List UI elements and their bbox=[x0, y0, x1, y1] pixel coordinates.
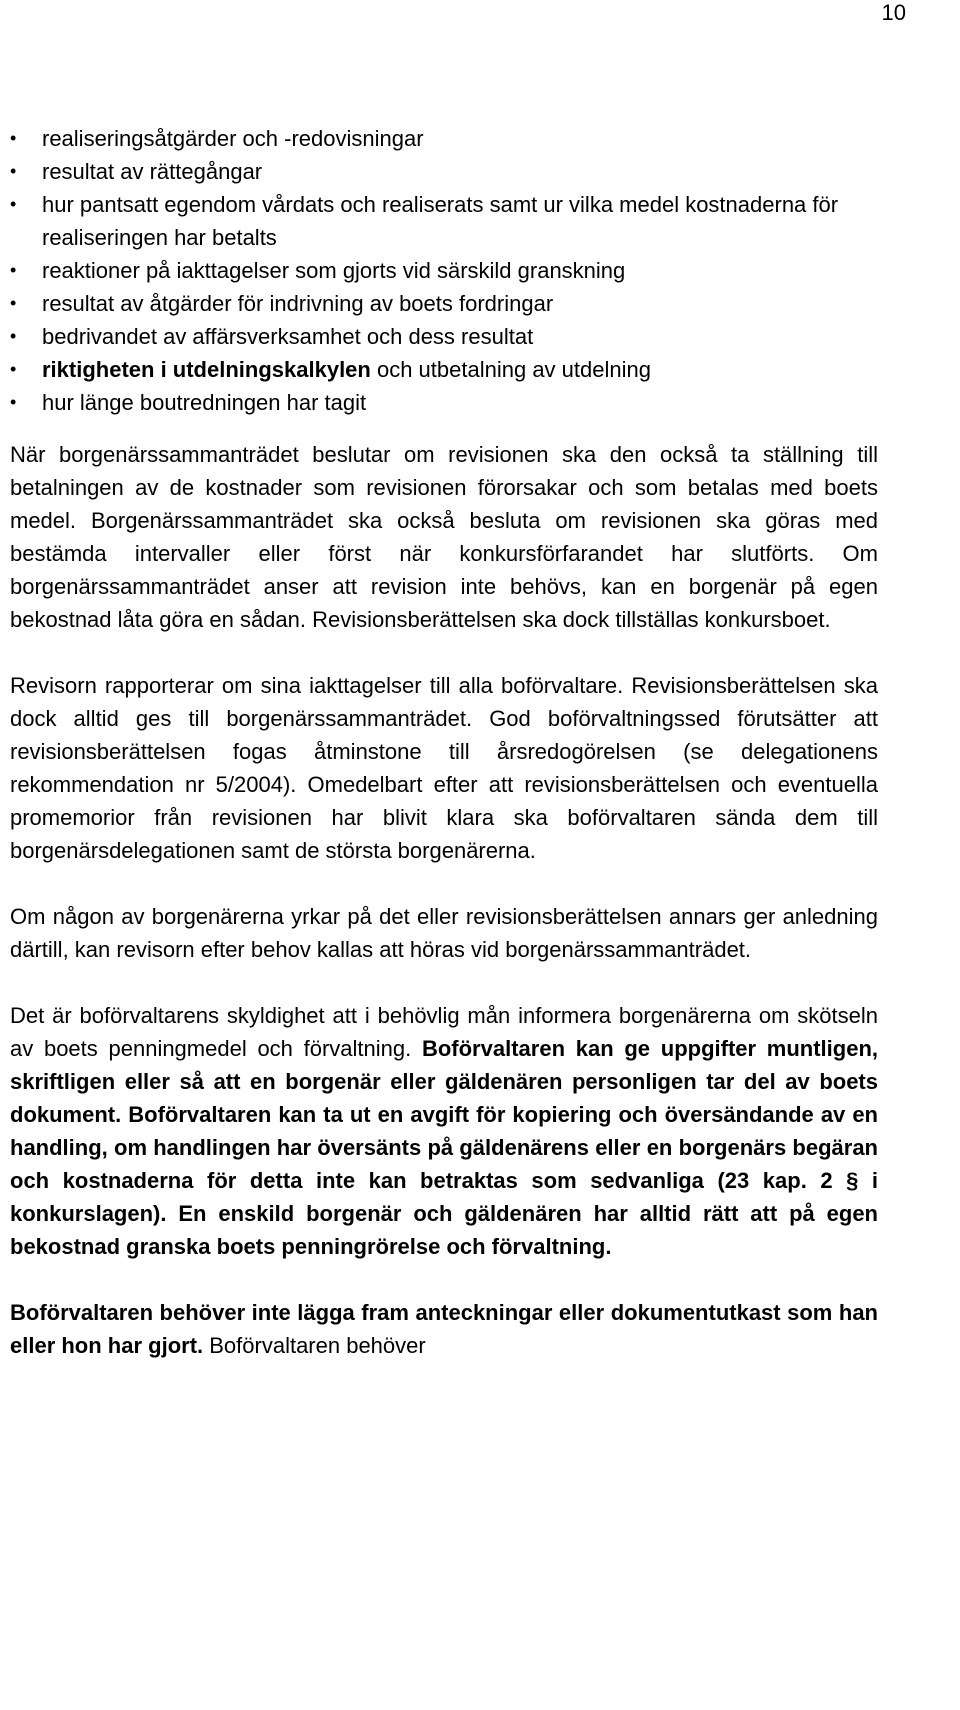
paragraph bbox=[10, 438, 878, 636]
text-run: När borgenärssammanträdet beslutar om revisionen ska den också ta ställning till betalningen av de kostnader som revisionen förorsakar och som betalas med boets medel. Borgenärssammanträdet ska också besluta om revisionen ska göras med bestämda intervaller eller först när konkursförfarandet har slutförts. Om borgenärssammanträdet anser att revision inte behövs, kan en borgenär på egen bekostnad låta göra en sådan. Revisionsberättelsen ska dock tillställas konkursboet. bbox=[10, 442, 878, 632]
bullet-dot-icon: • bbox=[10, 161, 17, 181]
bullet-item bbox=[10, 122, 878, 155]
bullet-item bbox=[10, 386, 878, 419]
bullet-item bbox=[10, 254, 878, 287]
bold-text-run: Boförvaltaren kan ge uppgifter muntligen, skriftligen eller så att en borgenär eller gäldenären personligen tar del av boets dokument. Boförvaltaren kan ta ut en avgift för kopiering och översändande av en handling, om handlingen har översänts på gäldenärens eller en borgenärs begäran och kostnaderna för detta inte kan betraktas som sedvanliga (23 kap. 2 § i konkurslagen). En enskild borgenär och gäldenären har alltid rätt att på egen bekostnad granska boets penningrörelse och förvaltning. bbox=[10, 1036, 878, 1259]
bullet-item bbox=[10, 320, 878, 353]
text-run: resultat av rättegångar bbox=[42, 159, 263, 184]
bullet-item bbox=[10, 155, 878, 188]
document-body bbox=[10, 122, 878, 1362]
text-run: Boförvaltaren behöver bbox=[203, 1333, 426, 1358]
text-run: och utbetalning av utdelning bbox=[370, 357, 651, 382]
bullet-dot-icon: • bbox=[10, 293, 17, 313]
bullet-dot-icon: • bbox=[10, 194, 17, 214]
bullet-dot-icon: • bbox=[10, 392, 17, 412]
text-run: Revisorn rapporterar om sina iakttagelser till alla boförvaltare. Revisionsberättelsen ska dock alltid ges till borgenärssammanträdet. God boförvaltningssed förutsätter att revisionsberättelsen fogas åtminstone till årsredogörelsen (se delegationens rekommendation nr 5/2004). Omedelbart efter att revisionsberättelsen och eventuella promemorior från revisionen har blivit klara ska boförvaltaren sända dem till borgenärsdelegationen samt de största borgenärerna. bbox=[10, 673, 878, 863]
text-run: bedrivandet av affärsverksamhet och dess resultat bbox=[42, 324, 534, 349]
bold-text-run: riktigheten i utdelningskalkylen bbox=[42, 357, 371, 382]
bullet-item bbox=[10, 188, 878, 254]
paragraphs bbox=[10, 438, 878, 1362]
text-run: resultat av åtgärder för indrivning av boets fordringar bbox=[42, 291, 554, 316]
paragraph bbox=[10, 900, 878, 966]
text-run: hur länge boutredningen har tagit bbox=[42, 390, 367, 415]
paragraph bbox=[10, 669, 878, 867]
text-run: hur pantsatt egendom vårdats och realiserats samt ur vilka medel kostnaderna för realiseringen har betalts bbox=[42, 192, 839, 250]
bullet-dot-icon: • bbox=[10, 326, 17, 346]
bullet-dot-icon: • bbox=[10, 260, 17, 280]
text-run: realiseringsåtgärder och -redovisningar bbox=[42, 126, 424, 151]
paragraph bbox=[10, 999, 878, 1263]
text-run: Det är boförvaltarens skyldighet att i behövlig mån informera borgenärerna om skötseln av boets penningmedel och förvaltning. bbox=[10, 1003, 878, 1061]
text-run: Om någon av borgenärerna yrkar på det eller revisionsberättelsen annars ger anledning därtill, kan revisorn efter behov kallas att höras vid borgenärssammanträdet. bbox=[10, 904, 878, 962]
bullet-item bbox=[10, 353, 878, 386]
page-number: 10 bbox=[881, 0, 906, 25]
bullet-list bbox=[10, 122, 878, 419]
bullet-dot-icon: • bbox=[10, 359, 17, 379]
bullet-dot-icon: • bbox=[10, 128, 17, 148]
bold-text-run: Boförvaltaren behöver inte lägga fram anteckningar eller dokumentutkast som han eller hon har gjort. bbox=[10, 1300, 878, 1358]
text-run: reaktioner på iakttagelser som gjorts vid särskild granskning bbox=[42, 258, 626, 283]
paragraph bbox=[10, 1296, 878, 1362]
bullet-item bbox=[10, 287, 878, 320]
